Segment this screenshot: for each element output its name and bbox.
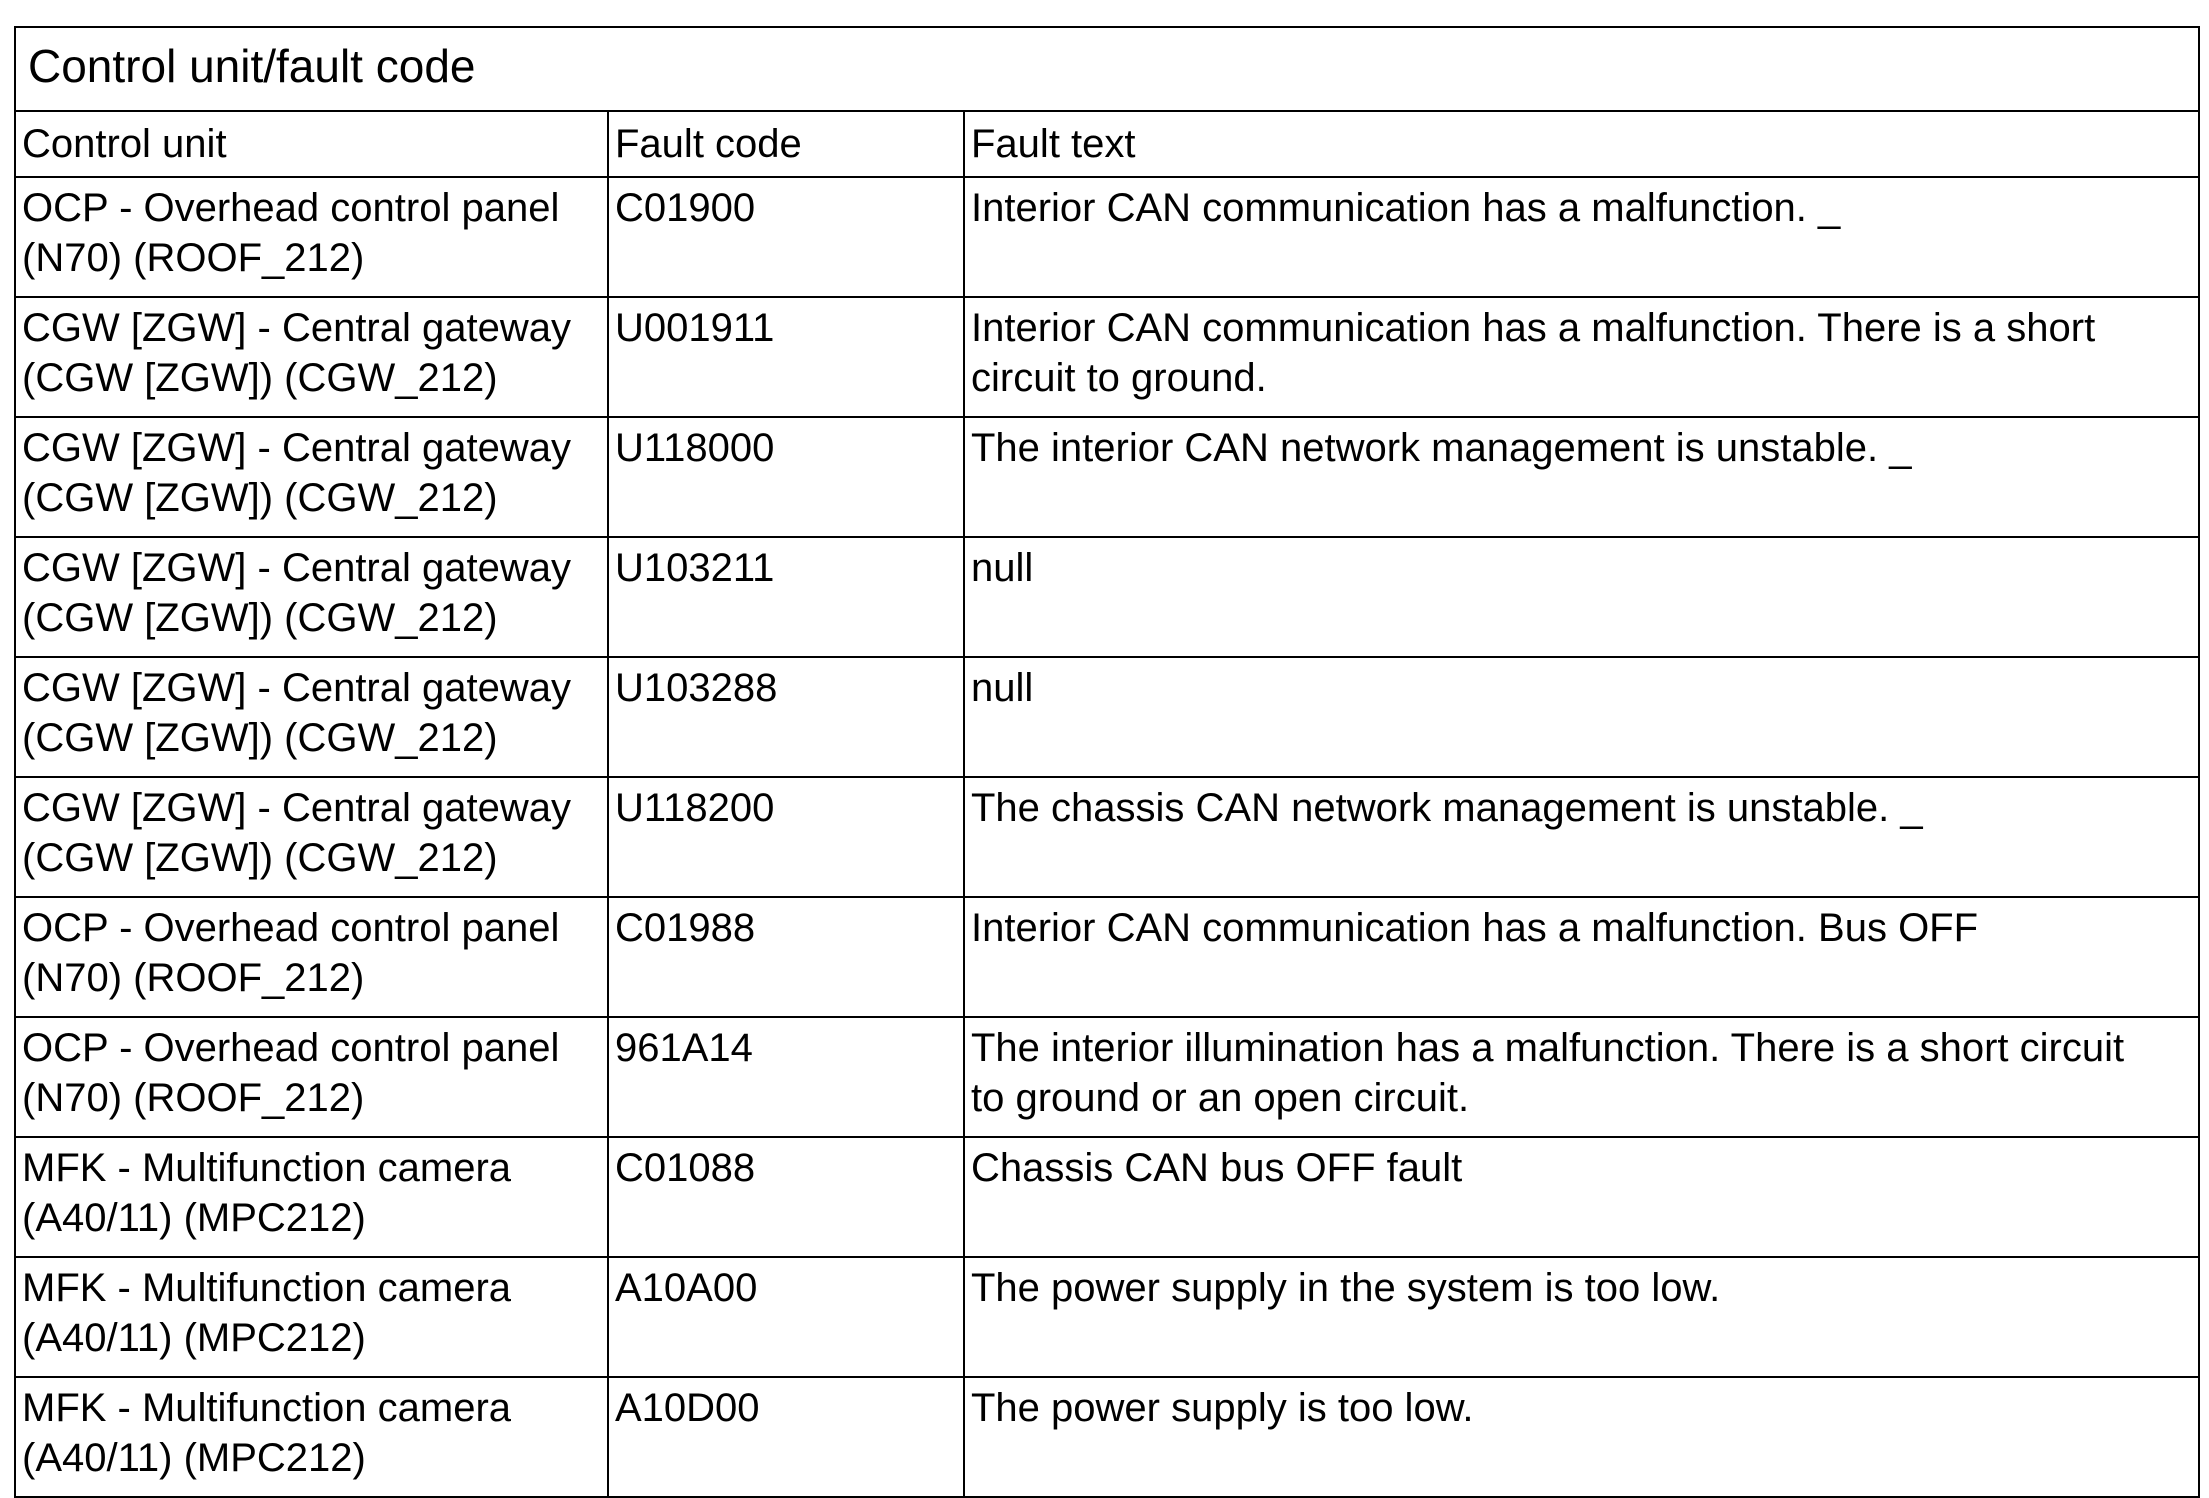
table-row bbox=[15, 297, 2199, 417]
fault-code-cell: U103288 bbox=[608, 657, 964, 777]
fault-code-cell: U001911 bbox=[608, 297, 964, 417]
header-fault-code: Fault code bbox=[608, 111, 964, 177]
table-row bbox=[15, 1257, 2199, 1377]
fault-code-cell: C01088 bbox=[608, 1137, 964, 1257]
fault-text-cell: Interior CAN communication has a malfunction. _ bbox=[964, 177, 2199, 297]
fault-text-cell: Interior CAN communication has a malfunction. Bus OFF bbox=[964, 897, 2199, 1017]
control-unit-cell: MFK - Multifunction camera (A40/11) (MPC212) bbox=[15, 1137, 608, 1257]
table-title-row bbox=[15, 27, 2199, 111]
control-unit-cell: CGW [ZGW] - Central gateway (CGW [ZGW]) (CGW_212) bbox=[15, 417, 608, 537]
fault-code-cell: C01988 bbox=[608, 897, 964, 1017]
table-row bbox=[15, 417, 2199, 537]
table-row bbox=[15, 1017, 2199, 1137]
fault-code-cell: 961A14 bbox=[608, 1017, 964, 1137]
header-control-unit: Control unit bbox=[15, 111, 608, 177]
table-row bbox=[15, 1377, 2199, 1497]
fault-text-cell: Chassis CAN bus OFF fault bbox=[964, 1137, 2199, 1257]
fault-code-cell: U103211 bbox=[608, 537, 964, 657]
fault-text-cell: The chassis CAN network management is unstable. _ bbox=[964, 777, 2199, 897]
fault-text-cell: null bbox=[964, 657, 2199, 777]
table-row bbox=[15, 897, 2199, 1017]
fault-code-table bbox=[14, 26, 2200, 1498]
fault-text-cell: The interior illumination has a malfunction. There is a short circuit to ground or an open circuit. bbox=[964, 1017, 2199, 1137]
fault-code-cell: A10A00 bbox=[608, 1257, 964, 1377]
table-title: Control unit/fault code bbox=[15, 27, 2199, 111]
control-unit-cell: OCP - Overhead control panel (N70) (ROOF_212) bbox=[15, 897, 608, 1017]
control-unit-cell: CGW [ZGW] - Central gateway (CGW [ZGW]) (CGW_212) bbox=[15, 297, 608, 417]
table-row bbox=[15, 537, 2199, 657]
control-unit-cell: CGW [ZGW] - Central gateway (CGW [ZGW]) (CGW_212) bbox=[15, 777, 608, 897]
fault-text-cell: null bbox=[964, 537, 2199, 657]
fault-text-cell: The interior CAN network management is unstable. _ bbox=[964, 417, 2199, 537]
control-unit-cell: MFK - Multifunction camera (A40/11) (MPC212) bbox=[15, 1377, 608, 1497]
fault-code-cell: U118000 bbox=[608, 417, 964, 537]
control-unit-cell: OCP - Overhead control panel (N70) (ROOF_212) bbox=[15, 1017, 608, 1137]
table-header-row bbox=[15, 111, 2199, 177]
control-unit-cell: CGW [ZGW] - Central gateway (CGW [ZGW]) (CGW_212) bbox=[15, 657, 608, 777]
control-unit-cell: OCP - Overhead control panel (N70) (ROOF_212) bbox=[15, 177, 608, 297]
fault-code-cell: A10D00 bbox=[608, 1377, 964, 1497]
header-fault-text: Fault text bbox=[964, 111, 2199, 177]
table-row bbox=[15, 657, 2199, 777]
table-row bbox=[15, 1137, 2199, 1257]
control-unit-cell: MFK - Multifunction camera (A40/11) (MPC212) bbox=[15, 1257, 608, 1377]
fault-text-cell: The power supply is too low. bbox=[964, 1377, 2199, 1497]
fault-code-cell: C01900 bbox=[608, 177, 964, 297]
fault-text-cell: Interior CAN communication has a malfunction. There is a short circuit to ground. bbox=[964, 297, 2199, 417]
fault-text-cell: The power supply in the system is too low. bbox=[964, 1257, 2199, 1377]
table-row bbox=[15, 177, 2199, 297]
control-unit-cell: CGW [ZGW] - Central gateway (CGW [ZGW]) (CGW_212) bbox=[15, 537, 608, 657]
table-row bbox=[15, 777, 2199, 897]
fault-code-cell: U118200 bbox=[608, 777, 964, 897]
